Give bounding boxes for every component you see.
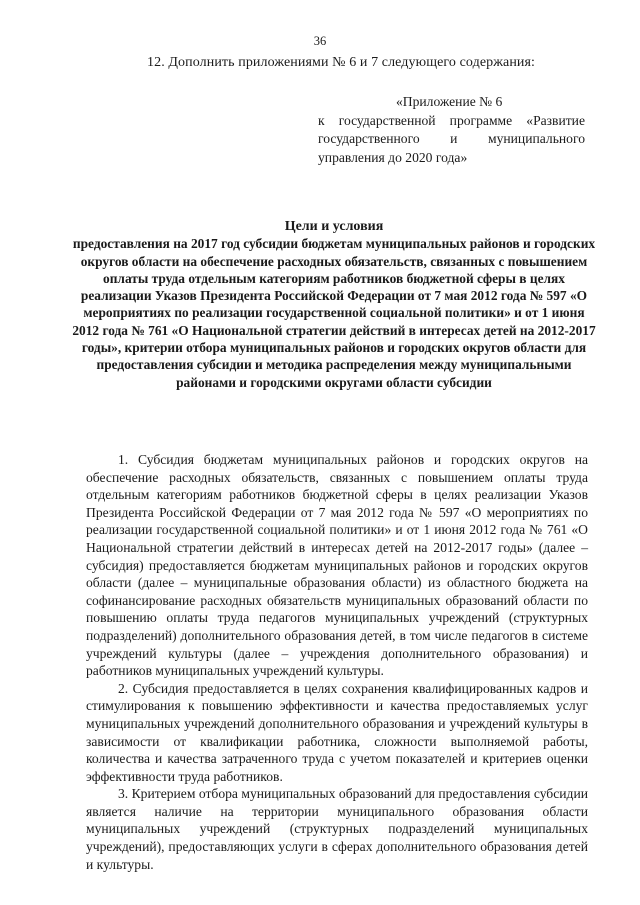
paragraph-1: 1. Субсидия бюджетам муниципальных районов и городских округов на обеспечение расходных обязательств, связанных с повышением оплаты труда отдельным категориям работников бюджетной сферы в целях реализации Указов Президента Российской Федерации от 7 мая 2012 года № 597 «О мероприятиях по реализации государственной социальной политики» и от 1 июня 2012 года № 761 «О Национальной стратегии действий в интересах детей на 2012-2017 годы» (далее – субсидия) предоставляется бюджетам муниципальных районов и городских округов области (далее – муниципальные образования области) из областного бюджета на софинансирование расходных обязательств муниципальных образований области по повышению оплаты труда педагогов муниципальных учреждений (структурных подразделений) дополнительного образования детей, в том числе педагогов в системе учреждений культуры (далее – учреждения дополнительного образования) и работников муниципальных учреждений культуры.: [86, 452, 588, 679]
page-number: 36: [313, 34, 327, 48]
section-heading: [72, 218, 596, 391]
body-text: [86, 451, 588, 873]
appendix-title: «Приложение № 6: [396, 94, 503, 109]
heading-body: предоставления на 2017 год субсидии бюджетам муниципальных районов и городских округов области на обеспечение расходных обязательств, связанных с повышением оплаты труда отдельным категориям работников бюджетной сферы в целях реализации Указов Президента Российской Федерации от 7 мая 2012 года № 597 «О мероприятиях по реализации государственной социальной политики» и от 1 июня 2012 года № 761 «О Национальной стратегии действий в интересах детей на 2012-2017 годы», критерии отбора муниципальных районов и городских округов области для предоставления субсидии и методика распределения между муниципальными районами и городскими округами области субсидии: [72, 236, 596, 390]
appendix-block: [318, 93, 585, 167]
heading-title: Цели и условия: [284, 219, 384, 234]
paragraph-2: 2. Субсидия предоставляется в целях сохранения квалифицированных кадров и стимулирования к повышению эффективности и качества предоставляемых услуг муниципальных учреждений дополнительного образования и учреждений культуры в зависимости от квалификации работника, сложности выполняемой работы, количества и качества затраченного труда с учетом показателей и критериев оценки эффективности труда работников.: [86, 680, 588, 784]
appendix-body: к государственной программе «Развитие государственного и муниципального управления до 2020 года»: [318, 112, 585, 165]
intro-text: 12. Дополнить приложениями № 6 и 7 следующего содержания:: [147, 55, 536, 70]
paragraph-3: 3. Критерием отбора муниципальных образований для предоставления субсидии является наличие на территории муниципального образования области муниципальных учреждений (структурных подразделений муниципальных учреждений), предоставляющих услуги в сферах дополнительного образования детей и культуры.: [86, 786, 588, 872]
